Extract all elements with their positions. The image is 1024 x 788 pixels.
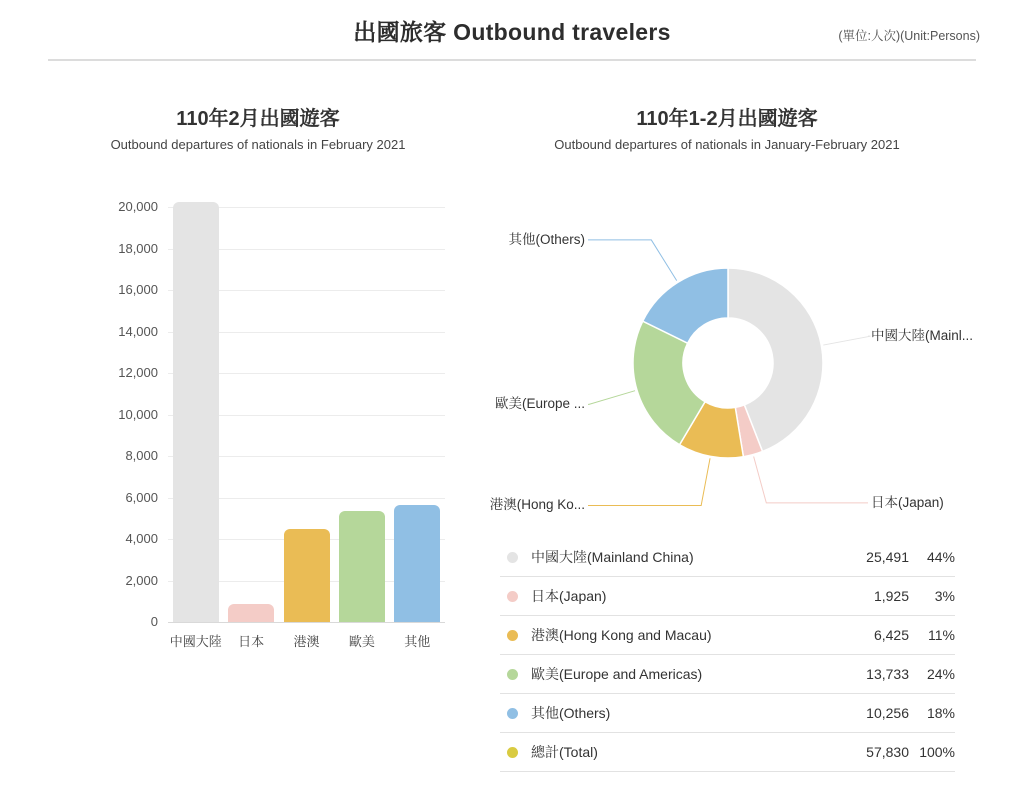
donut-leader-line-hong-kong-macau (588, 458, 710, 505)
donut-callout-others: 其他(Others) (508, 231, 585, 247)
legend-label: 總計(Total) (531, 744, 598, 760)
legend-label: 中國大陸(Mainland China) (531, 549, 694, 565)
y-axis-tick-label: 12,000 (118, 365, 158, 380)
legend-percent: 11% (928, 627, 955, 643)
legend-row-total[interactable] (500, 733, 955, 772)
legend-dot-total (507, 747, 518, 758)
bar-chart (118, 199, 445, 649)
y-axis-tick-label: 14,000 (118, 323, 158, 339)
bar-chart-subtitle: Outbound departures of nationals in February 2021 (110, 137, 406, 152)
gridline (168, 622, 445, 623)
legend-percent: 18% (926, 705, 955, 721)
donut-chart (460, 210, 1024, 530)
donut-leader-line-others (588, 240, 677, 281)
y-axis-tick-label: 4,000 (125, 531, 158, 546)
legend-dot-others (507, 708, 518, 719)
legend-percent: 24% (926, 666, 955, 682)
donut-callout-mainland-china: 中國大陸(Mainl... (871, 328, 974, 344)
bar-mainland-china[interactable] (173, 202, 219, 622)
y-axis-tick-label: 2,000 (125, 572, 158, 588)
x-axis-label-others: 其他 (404, 634, 431, 649)
donut-callout-japan: 日本(Japan) (871, 494, 944, 510)
legend-value: 57,830 (866, 744, 909, 760)
legend-label: 日本(Japan) (531, 588, 607, 604)
legend-label: 其他(Others) (531, 705, 611, 721)
legend-row-japan[interactable] (500, 577, 955, 616)
legend-percent: 44% (926, 549, 955, 565)
donut-leader-line-mainland-china (823, 336, 870, 345)
x-axis-label-europe-americas: 歐美 (348, 634, 375, 649)
x-axis-label-hong-kong-macau: 港澳 (293, 634, 320, 649)
y-axis-tick-label: 20,000 (118, 199, 158, 214)
y-axis-tick-label: 16,000 (118, 282, 158, 297)
legend-label: 港澳(Hong Kong and Macau) (531, 627, 712, 643)
y-axis-tick-label: 6,000 (125, 489, 158, 505)
legend-percent: 100% (919, 744, 955, 760)
legend-value: 1,925 (873, 588, 909, 604)
donut-chart-subtitle: Outbound departures of nationals in January-February 2021 (554, 137, 900, 152)
bar-chart-title: 110年2月出國遊客 (176, 108, 340, 130)
y-axis-tick-label: 18,000 (118, 240, 158, 256)
x-axis-label-mainland-china: 中國大陸 (169, 634, 222, 649)
donut-callout-europe-americas: 歐美(Europe ... (494, 396, 585, 412)
legend-dot-europe-americas (507, 669, 518, 680)
header-divider (48, 59, 976, 61)
legend-dot-japan (507, 591, 518, 602)
page-title: 出國旅客 Outbound travelers (353, 19, 671, 45)
legend-label: 歐美(Europe and Americas) (531, 666, 703, 682)
donut-leader-line-europe-americas (588, 391, 635, 405)
legend-row-europe-americas[interactable] (500, 655, 955, 694)
bar-hong-kong-macau[interactable] (284, 529, 330, 622)
y-axis-tick-label: 10,000 (118, 406, 158, 422)
legend-value: 10,256 (866, 705, 909, 721)
x-axis-label-japan: 日本 (238, 634, 265, 649)
bar-others[interactable] (394, 505, 440, 622)
y-axis-tick-label: 0 (150, 614, 158, 629)
bar-europe-americas[interactable] (339, 511, 385, 622)
donut-callout-hong-kong-macau: 港澳(Hong Ko... (489, 497, 585, 513)
legend-row-others[interactable] (500, 694, 955, 733)
donut-legend-table (500, 538, 955, 772)
donut-chart-title: 110年1-2月出國遊客 (636, 108, 818, 130)
legend-value: 25,491 (866, 549, 909, 565)
legend-value: 6,425 (873, 627, 909, 643)
legend-percent: 3% (934, 588, 955, 604)
legend-row-mainland-china[interactable] (500, 538, 955, 577)
legend-dot-hong-kong-macau (507, 630, 518, 641)
legend-value: 13,733 (866, 666, 909, 682)
legend-row-hong-kong-macau[interactable] (500, 616, 955, 655)
legend-dot-mainland-china (507, 552, 518, 563)
unit-label: (單位:人次)(Unit:Persons) (838, 29, 980, 43)
bar-japan[interactable] (228, 604, 274, 622)
y-axis-tick-label: 8,000 (125, 448, 158, 463)
donut-leader-line-japan (754, 457, 868, 503)
